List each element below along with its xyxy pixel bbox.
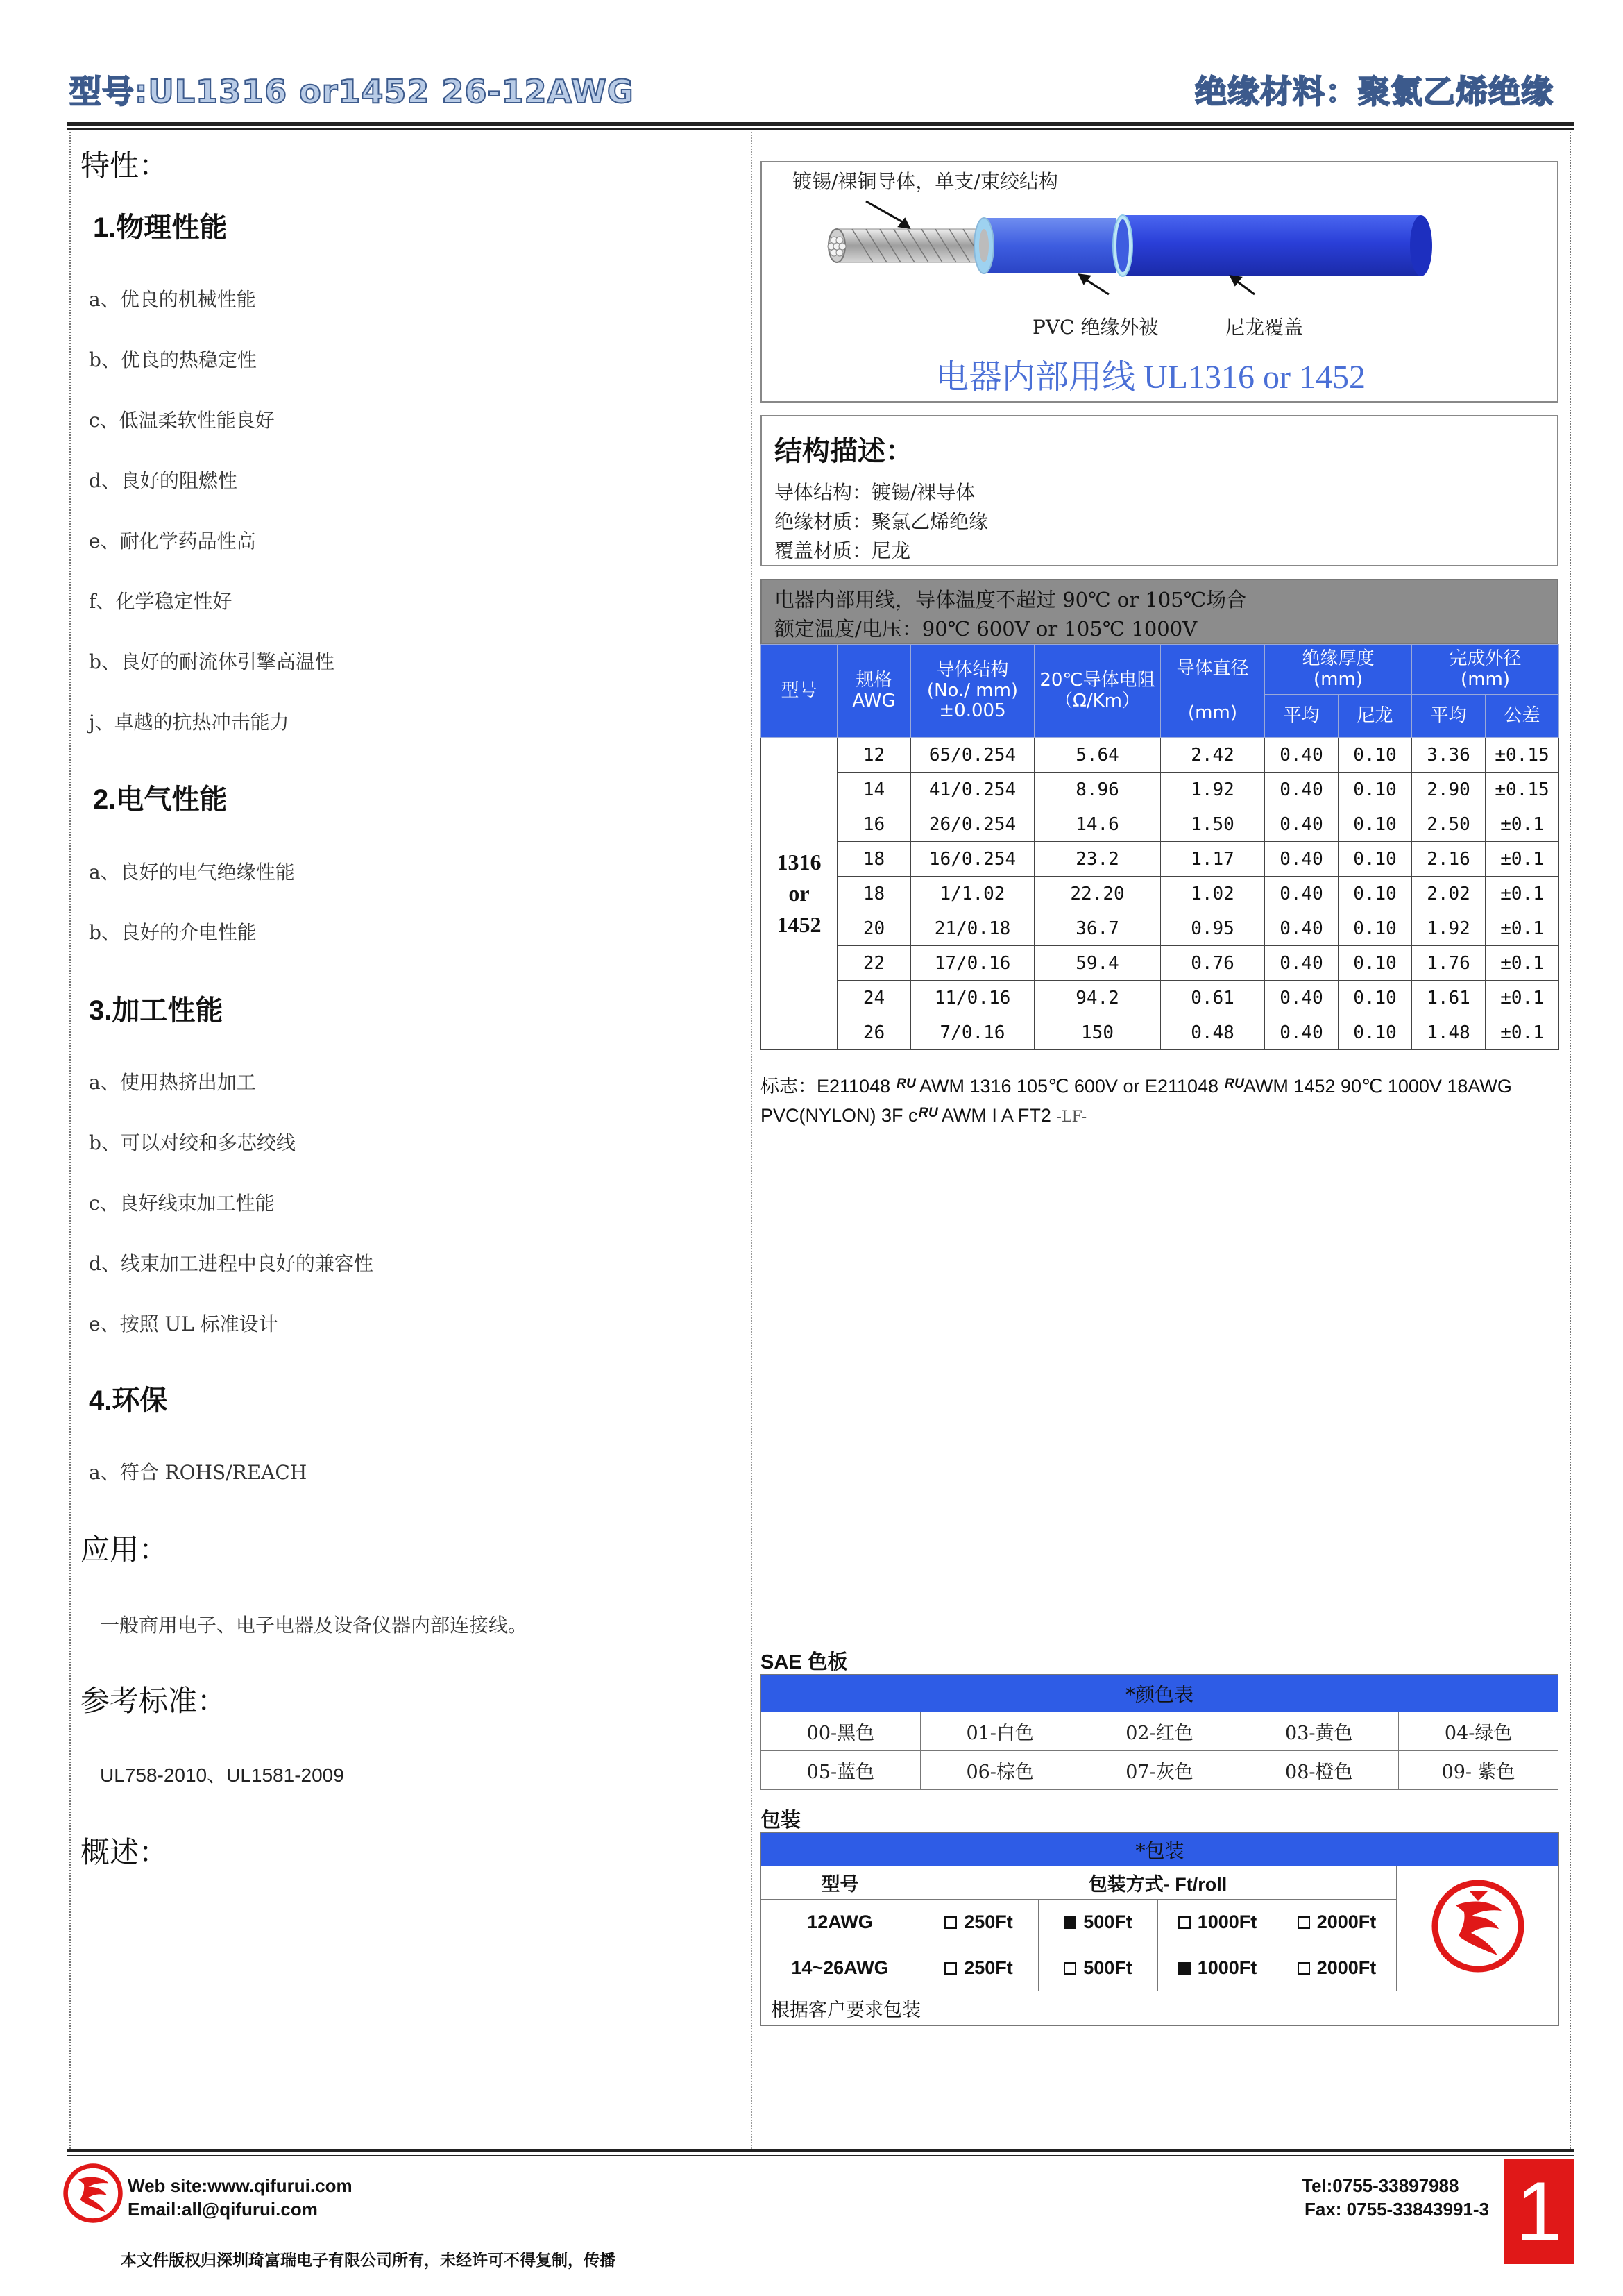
- header-resistance: 20℃导体电阻 （Ω/Km）: [1035, 645, 1161, 738]
- packaging-option: [1158, 1945, 1277, 1991]
- spec-cell: ±0.1: [1486, 911, 1559, 946]
- header-insulation: 绝缘厚度 (mm): [1265, 645, 1412, 695]
- packaging-option-label: 1000Ft: [1197, 1911, 1257, 1932]
- packaging-model: 14~26AWG: [761, 1945, 919, 1991]
- marking-part: AWM 1316 105℃ 600V or E211048: [915, 1076, 1224, 1097]
- spec-table: [760, 644, 1559, 1050]
- spec-cell: 20: [838, 911, 911, 946]
- color-cell: 07-灰色: [1080, 1751, 1239, 1790]
- company-logo-icon: [1429, 1877, 1527, 1975]
- label-conductor: 镀锡/裸铜导体，单支/束绞结构: [792, 170, 1058, 193]
- standards-text: UL758-2010、UL1581-2009: [100, 1764, 344, 1786]
- features-title: 特性：: [80, 149, 169, 183]
- packaging-title: *包装: [761, 1833, 1559, 1866]
- packaging-option: [1158, 1900, 1277, 1945]
- feature-item: a、使用热挤出加工: [89, 1071, 256, 1094]
- spec-row: [761, 877, 1559, 911]
- feature-item: b、可以对绞和多芯绞线: [89, 1131, 296, 1154]
- spec-cell: 0.10: [1339, 807, 1412, 842]
- feature-item: a、符合 ROHS/REACH: [89, 1461, 307, 1484]
- header-avg2: 平均: [1412, 695, 1486, 738]
- spec-row: [761, 981, 1559, 1015]
- spec-model-cell: 1316 or 1452: [761, 738, 838, 1050]
- copyright-notice: 本文件版权归深圳琦富瑞电子有限公司所有，未经许可不得复制，传播: [121, 2252, 615, 2270]
- header-conductor: 导体结构 (No./ mm) ±0.005: [911, 645, 1035, 738]
- footer-fax: Fax: 0755-33843991-3: [1305, 2199, 1489, 2220]
- section-title-electrical: 2.电气性能: [93, 784, 228, 815]
- spec-cell: ±0.1: [1486, 877, 1559, 911]
- feature-item: b、优良的热稳定性: [89, 348, 257, 371]
- spec-cell: ±0.1: [1486, 842, 1559, 877]
- spec-cell: 1.48: [1412, 1015, 1486, 1050]
- packaging-col-method: 包装方式- Ft/roll: [919, 1866, 1397, 1900]
- packaging-option: [919, 1900, 1039, 1945]
- ul-mark-icon: ᴿᵁ: [895, 1075, 915, 1097]
- color-table: [760, 1674, 1558, 1790]
- spec-cell: 14: [838, 773, 911, 807]
- spec-cell: 0.40: [1265, 773, 1339, 807]
- spec-cell: ±0.1: [1486, 1015, 1559, 1050]
- spec-cell: 41/0.254: [911, 773, 1035, 807]
- spec-cell: 1.02: [1161, 877, 1265, 911]
- header-model: 型号:UL1316 or1452 26-12AWG: [69, 73, 634, 110]
- frame-left-border: [69, 132, 71, 2152]
- application-title: 应用：: [80, 1533, 169, 1567]
- footer-tel: Tel:0755-33897988: [1302, 2175, 1459, 2196]
- section-title-environment: 4.环保: [89, 1385, 168, 1416]
- unchecked-box-icon[interactable]: [944, 1916, 957, 1929]
- structure-line: 导体结构：镀锡/裸导体: [774, 481, 976, 504]
- structure-line: 覆盖材质：尼龙: [774, 539, 911, 562]
- cable-figure-box: [760, 161, 1558, 403]
- color-cell: 09- 紫色: [1399, 1751, 1558, 1790]
- color-cell: 05-蓝色: [761, 1751, 921, 1790]
- rating-line-1: 电器内部用线，导体温度不超过 90℃ or 105℃场合: [774, 588, 1247, 611]
- rating-band: [760, 579, 1558, 644]
- feature-item: e、耐化学药品性高: [89, 530, 256, 552]
- spec-cell: 0.10: [1339, 981, 1412, 1015]
- spec-cell: 1.61: [1412, 981, 1486, 1015]
- spec-cell: 1.17: [1161, 842, 1265, 877]
- feature-item: c、良好线束加工性能: [89, 1192, 275, 1215]
- spec-cell: 11/0.16: [911, 981, 1035, 1015]
- packaging-option: [1039, 1900, 1158, 1945]
- spec-cell: 0.40: [1265, 842, 1339, 877]
- packaging-table: [760, 1832, 1559, 2026]
- spec-cell: 0.40: [1265, 877, 1339, 911]
- spec-row: [761, 773, 1559, 807]
- spec-cell: 94.2: [1035, 981, 1161, 1015]
- feature-item: d、线束加工进程中良好的兼容性: [89, 1252, 373, 1275]
- cable-illustration: [762, 162, 1557, 343]
- lf-mark: -LF-: [1056, 1108, 1087, 1126]
- spec-row: [761, 946, 1559, 981]
- standards-title: 参考标准：: [80, 1684, 227, 1718]
- footer-email: Email:all@qifurui.com: [128, 2199, 318, 2220]
- spec-cell: 23.2: [1035, 842, 1161, 877]
- cul-mark-icon: ᴿᵁ: [917, 1104, 937, 1126]
- feature-item: f、化学稳定性好: [89, 590, 232, 613]
- packaging-col-model: 型号: [761, 1866, 919, 1900]
- spec-cell: 22.20: [1035, 877, 1161, 911]
- spec-cell: 22: [838, 946, 911, 981]
- color-cell: 08-橙色: [1239, 1751, 1399, 1790]
- marking-part: E211048: [817, 1076, 896, 1097]
- marking-part: AWM I A FT2: [937, 1105, 1057, 1126]
- spec-cell: 2.16: [1412, 842, 1486, 877]
- header-diameter-unit: (mm): [1188, 702, 1237, 723]
- spec-cell: 0.76: [1161, 946, 1265, 981]
- spec-cell: 3.36: [1412, 738, 1486, 773]
- overview-title: 概述：: [80, 1835, 169, 1869]
- spec-cell: 59.4: [1035, 946, 1161, 981]
- unchecked-box-icon[interactable]: [1178, 1916, 1191, 1929]
- packaging-option: [919, 1945, 1039, 1991]
- header-avg: 平均: [1265, 695, 1339, 738]
- spec-row: [761, 1015, 1559, 1050]
- section-title-physical: 1.物理性能: [93, 212, 228, 243]
- header-rule: [67, 122, 1574, 126]
- spec-cell: 0.40: [1265, 946, 1339, 981]
- packaging-option-label: 250Ft: [964, 1957, 1013, 1978]
- spec-cell: 0.48: [1161, 1015, 1265, 1050]
- color-cell: 06-棕色: [920, 1751, 1080, 1790]
- header-model: 型号: [761, 645, 838, 738]
- spec-cell: 0.40: [1265, 1015, 1339, 1050]
- packaging-option-label: 500Ft: [1083, 1911, 1132, 1932]
- spec-cell: ±0.1: [1486, 946, 1559, 981]
- spec-cell: 2.50: [1412, 807, 1486, 842]
- spec-cell: 21/0.18: [911, 911, 1035, 946]
- spec-cell: 0.40: [1265, 807, 1339, 842]
- color-table-title: *颜色表: [761, 1675, 1558, 1712]
- header-nylon: 尼龙: [1339, 695, 1412, 738]
- unchecked-box-icon[interactable]: [1298, 1962, 1310, 1975]
- header-awg: 规格 AWG: [838, 645, 911, 738]
- spec-cell: 0.10: [1339, 773, 1412, 807]
- spec-cell: 0.10: [1339, 738, 1412, 773]
- spec-cell: 2.42: [1161, 738, 1265, 773]
- spec-row: [761, 738, 1559, 773]
- spec-cell: 36.7: [1035, 911, 1161, 946]
- spec-row: [761, 807, 1559, 842]
- spec-cell: 150: [1035, 1015, 1161, 1050]
- spec-cell: 18: [838, 877, 911, 911]
- spec-cell: 2.90: [1412, 773, 1486, 807]
- packaging-section-label: 包装: [760, 1809, 801, 1832]
- structure-line: 绝缘材质：聚氯乙烯绝缘: [774, 510, 989, 533]
- feature-item: a、优良的机械性能: [89, 288, 256, 311]
- spec-cell: 12: [838, 738, 911, 773]
- application-text: 一般商用电子、电子电器及设备仪器内部连接线。: [100, 1614, 528, 1637]
- packaging-note: 根据客户要求包装: [761, 1991, 1559, 2026]
- marking-text: [760, 1072, 1565, 1130]
- spec-cell: 16/0.254: [911, 842, 1035, 877]
- rating-line-2: 额定温度/电压：90℃ 600V or 105℃ 1000V: [774, 617, 1198, 641]
- color-cell: 03-黄色: [1239, 1712, 1399, 1751]
- frame-right-border: [1570, 132, 1571, 2152]
- color-section-label: SAE 色板: [760, 1651, 848, 1673]
- spec-row: [761, 842, 1559, 877]
- unchecked-box-icon[interactable]: [944, 1962, 957, 1975]
- page-number: 1: [1504, 2159, 1574, 2264]
- color-row: [761, 1712, 1558, 1751]
- feature-item: c、低温柔软性能良好: [89, 409, 275, 432]
- packaging-option-label: 250Ft: [964, 1911, 1013, 1932]
- feature-item: e、按照 UL 标准设计: [89, 1312, 278, 1335]
- spec-cell: 0.95: [1161, 911, 1265, 946]
- header-material: 绝缘材料：聚氯乙烯绝缘: [1195, 73, 1554, 110]
- packaging-option: [1039, 1945, 1158, 1991]
- spec-cell: 1.50: [1161, 807, 1265, 842]
- packaging-option-label: 1000Ft: [1197, 1957, 1257, 1978]
- spec-cell: 0.61: [1161, 981, 1265, 1015]
- spec-cell: 1.92: [1412, 911, 1486, 946]
- figure-title: 电器内部用线 UL1316 or 1452: [935, 359, 1366, 396]
- spec-cell: 1.92: [1161, 773, 1265, 807]
- spec-cell: 0.10: [1339, 842, 1412, 877]
- spec-cell: 2.02: [1412, 877, 1486, 911]
- footer-rule: [67, 2149, 1574, 2152]
- packaging-option: [1277, 1900, 1397, 1945]
- spec-cell: 0.40: [1265, 981, 1339, 1015]
- color-cell: 00-黑色: [761, 1712, 921, 1751]
- spec-cell: ±0.1: [1486, 807, 1559, 842]
- spec-cell: 0.10: [1339, 911, 1412, 946]
- section-title-processing: 3.加工性能: [89, 995, 223, 1026]
- spec-cell: 1.76: [1412, 946, 1486, 981]
- spec-cell: 0.10: [1339, 877, 1412, 911]
- packaging-option-label: 2000Ft: [1316, 1911, 1377, 1932]
- spec-cell: 26: [838, 1015, 911, 1050]
- footer-logo-icon: [61, 2161, 125, 2225]
- color-cell: 04-绿色: [1399, 1712, 1558, 1751]
- spec-cell: 0.10: [1339, 946, 1412, 981]
- checked-box-icon[interactable]: [1178, 1962, 1191, 1975]
- header-rule-thin: [67, 128, 1574, 130]
- spec-cell: 16: [838, 807, 911, 842]
- spec-cell: 0.40: [1265, 738, 1339, 773]
- spec-cell: 0.40: [1265, 911, 1339, 946]
- spec-cell: 1/1.02: [911, 877, 1035, 911]
- color-cell: 02-红色: [1080, 1712, 1239, 1751]
- feature-item: a、良好的电气绝缘性能: [89, 861, 295, 884]
- packaging-option-label: 500Ft: [1083, 1957, 1132, 1978]
- marking-part: AWM 1452 90℃ 1000V 18AWG PVC(NYLON) 3F c: [760, 1076, 1512, 1126]
- packaging-model: 12AWG: [761, 1900, 919, 1945]
- feature-item: b、良好的耐流体引擎高温性: [89, 650, 334, 673]
- spec-cell: 26/0.254: [911, 807, 1035, 842]
- header-finished: 完成外径 (mm): [1412, 645, 1559, 695]
- packaging-note-row: [761, 1991, 1559, 2026]
- packaging-option: [1277, 1945, 1397, 1991]
- header-diameter: [1161, 645, 1265, 738]
- spec-cell: 14.6: [1035, 807, 1161, 842]
- color-cell: 01-白色: [920, 1712, 1080, 1751]
- spec-cell: ±0.1: [1486, 981, 1559, 1015]
- structure-title: 结构描述：: [774, 435, 913, 467]
- header-diameter-label: 导体直径: [1176, 657, 1249, 679]
- feature-item: d、良好的阻燃性: [89, 469, 237, 492]
- footer-rule-thin: [67, 2155, 1574, 2156]
- spec-cell: 65/0.254: [911, 738, 1035, 773]
- spec-cell: ±0.15: [1486, 773, 1559, 807]
- company-logo-cell: [1397, 1866, 1559, 1991]
- feature-item: j、卓越的抗热冲击能力: [89, 711, 289, 734]
- ul-mark-icon: ᴿᵁ: [1223, 1075, 1243, 1097]
- color-row: [761, 1751, 1558, 1790]
- feature-item: b、良好的介电性能: [89, 921, 257, 944]
- spec-row: [761, 911, 1559, 946]
- spec-cell: 5.64: [1035, 738, 1161, 773]
- label-nylon: 尼龙覆盖: [1225, 316, 1304, 339]
- header-tol: 公差: [1486, 695, 1559, 738]
- unchecked-box-icon[interactable]: [1064, 1962, 1076, 1975]
- packaging-option-label: 2000Ft: [1316, 1957, 1377, 1978]
- spec-cell: 0.10: [1339, 1015, 1412, 1050]
- unchecked-box-icon[interactable]: [1298, 1916, 1310, 1929]
- spec-cell: 7/0.16: [911, 1015, 1035, 1050]
- spec-cell: ±0.15: [1486, 738, 1559, 773]
- label-insulation: PVC 绝缘外被: [1033, 316, 1159, 339]
- column-divider: [751, 132, 752, 2152]
- spec-cell: 18: [838, 842, 911, 877]
- spec-cell: 17/0.16: [911, 946, 1035, 981]
- structure-box: [760, 415, 1558, 566]
- marking-label: 标志：: [760, 1076, 817, 1097]
- spec-cell: 8.96: [1035, 773, 1161, 807]
- checked-box-icon[interactable]: [1064, 1916, 1076, 1929]
- footer-website: Web site:www.qifurui.com: [128, 2175, 352, 2196]
- spec-cell: 24: [838, 981, 911, 1015]
